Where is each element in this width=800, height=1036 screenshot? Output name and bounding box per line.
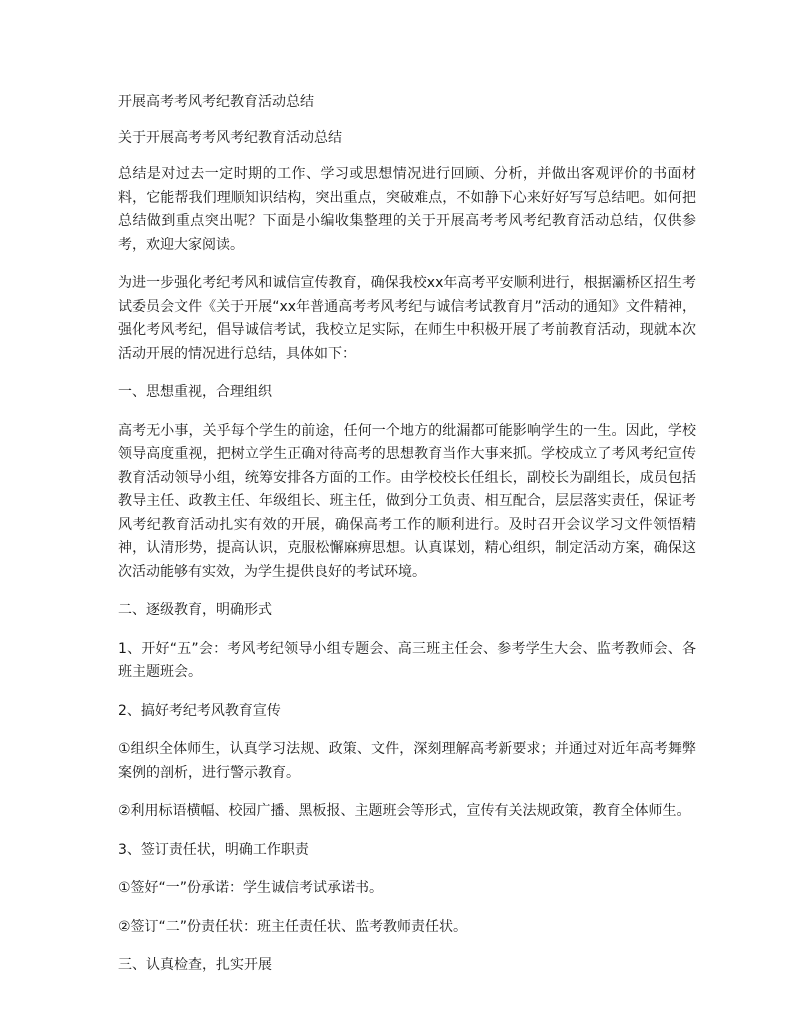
background-paragraph: 为进一步强化考纪考风和诚信宣传教育，确保我校xx年高考平安顺利进行，根据灞桥区招生考试委员会文件《关于开展“xx年普通高考考风考纪与诚信考试教育月”活动的通知》文件精神，强化考风考纪，倡导诚信考试，我校立足实际，在师生中积极开展了考前教育活动，现就本次活动开展的情况进行总结，具体如下： xyxy=(118,275,696,362)
item3a-paragraph: ①签好“一”份承诺：学生诚信考试承诺书。 xyxy=(118,880,384,896)
item3-heading: 3、签订责任状，明确工作职责 xyxy=(118,841,309,858)
document-subtitle: 关于开展高考考风考纪教育活动总结 xyxy=(118,130,342,146)
section1-heading: 一、思想重视，合理组织 xyxy=(118,384,272,400)
intro-paragraph: 总结是对过去一定时期的工作、学习或思想情况进行回顾、分析，并做出客观评价的书面材料，它能帮我们理顺知识结构，突出重点，突破难点，不如静下心来好好写写总结吧。如何把总结做到重点突出呢？下面是小编收集整理的关于开展高考考风考纪教育活动总结，仅供参考，欢迎大家阅读。 xyxy=(118,166,696,253)
item2-heading: 2、搞好考纪考风教育宣传 xyxy=(118,702,281,719)
item2a-paragraph: ①组织全体师生，认真学习法规、政策、文件，深刻理解高考新要求；并通过对近年高考舞弊案例的剖析，进行警示教育。 xyxy=(118,741,696,781)
item3b-paragraph: ②签订“二”份责任状：班主任责任状、监考教师责任状。 xyxy=(118,918,468,935)
document-page xyxy=(118,92,696,993)
section2-heading: 二、逐级教育，明确形式 xyxy=(118,602,272,618)
section1-paragraph: 高考无小事，关乎每个学生的前途，任何一个地方的纰漏都可能影响学生的一生。因此，学校领导高度重视，把树立学生正确对待高考的思想教育当作大事来抓。学校成立了考风考纪宣传教育活动领导小组，统筹安排各方面的工作。由学校校长任组长，副校长为副组长，成员包括教导主任、政教主任、年级组长、班主任，做到分工负责、相互配合，层层落实责任，保证考风考纪教育活动扎实有效的开展，确保高考工作的顺利进行。及时召开会议学习文件领悟精神，认清形势，提高认识，克服松懈麻痹思想。认真谋划，精心组织，制定活动方案，确保这次活动能够有实效，为学生提供良好的考试环境。 xyxy=(118,422,696,580)
section3-heading: 三、认真检查，扎实开展 xyxy=(118,957,272,973)
document-title: 开展高考考风考纪教育活动总结 xyxy=(118,94,314,110)
item2b-paragraph: ②利用标语横幅、校园广播、黑板报、主题班会等形式，宣传有关法规政策，教育全体师生。 xyxy=(118,803,691,819)
item1-paragraph: 1、开好“五”会：考风考纪领导小组专题会、高三班主任会、参考学生大会、监考教师会、各班主题班会。 xyxy=(118,640,696,680)
